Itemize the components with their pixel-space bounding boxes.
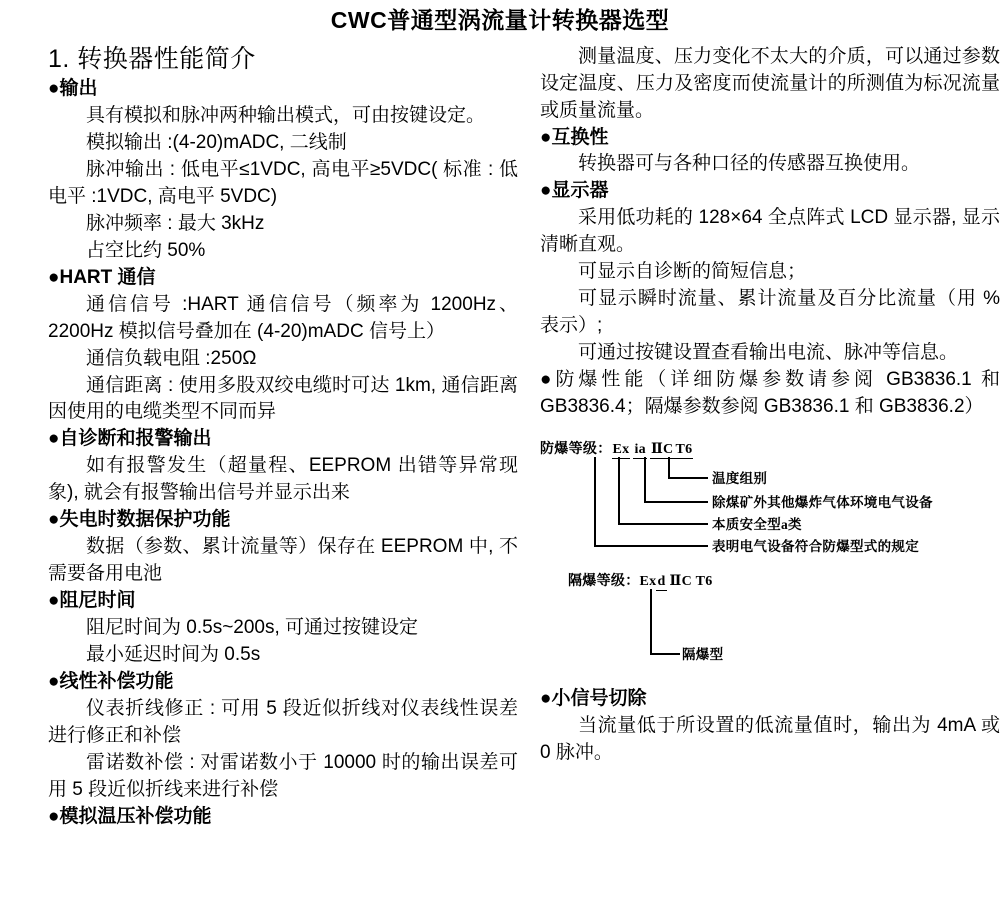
bullet-heading-temp-pressure-compensation: ●模拟温压补偿功能 [48, 806, 212, 827]
diagram-1-label: 防爆等级： [540, 442, 612, 458]
leader-hline-temperature-class [668, 477, 708, 479]
page-title: CWC普通型涡流量计转换器选型 [330, 7, 670, 33]
bullet-heading-output: ●输出 [48, 77, 98, 99]
paragraph-minimum-delay: 最小延迟时间为 0.5s [86, 644, 261, 666]
paragraph-reynolds-compensation: 雷诺数补偿 : 对雷诺数小于 10000 时的输出误差可用 5 段近似折线来进行补偿 [48, 752, 518, 801]
diagram-1-code-segment-iic: ⅡC [650, 442, 674, 458]
bullet-heading-damping-time: ●阻尼时间 [48, 590, 136, 612]
bullet-heading-self-diagnosis-alarm: ●自诊断和报警输出 [48, 428, 212, 450]
bullet-heading-explosion-proof: ●防爆性能（详细防爆参数请参阅 GB3836.1 和 GB3836.4；隔爆参数参阅 GB3836.1 和 GB3836.2） [540, 369, 1000, 418]
bullet-heading-power-loss-data-protection: ●失电时数据保护功能 [48, 509, 231, 531]
leader-vline-flameproof-type [650, 589, 652, 655]
diagram-2-code-segment-d: d [657, 574, 666, 590]
paragraph-hart-load-resistance: 通信负载电阻 :250Ω [86, 347, 257, 369]
paragraph-polyline-correction: 仪表折线修正 : 可用 5 段近似折线对仪表线性误差进行修正和补偿 [48, 698, 518, 747]
paragraph-eeprom-storage: 数据（参数、累计流量等）保存在 EEPROM 中, 不需要备用电池 [48, 536, 518, 585]
bullet-heading-linear-compensation: ●线性补偿功能 [48, 671, 174, 693]
diagram-1-code-segment-t6: T6 [675, 442, 693, 458]
bullet-heading-interchangeability: ●互换性 [540, 126, 609, 148]
paragraph-alarm-behavior: 如有报警发生（超量程、EEPROM 出错等异常现象), 就会有报警输出信号并显示出来 [48, 455, 518, 504]
diagram-1-code-segment-ia: ia [634, 442, 646, 458]
diagram-2-code-prefix: Ex [639, 574, 657, 590]
annotation-ex-marking: 表明电气设备符合防爆型式的规定 [712, 539, 919, 555]
paragraph-pulse-frequency: 脉冲频率 : 最大 3kHz [86, 212, 265, 234]
diagram-1-code-segment-ex: Ex [612, 442, 630, 458]
diagram-2-label: 隔爆等级： [568, 574, 640, 590]
leader-vline-gas-group [644, 457, 646, 503]
diagram-1-header [540, 443, 693, 457]
left-column [48, 44, 518, 831]
leader-vline-temperature-class [668, 457, 670, 479]
paragraph-explosion-proof-standards [540, 367, 1000, 421]
annotation-gas-group: 除煤矿外其他爆炸气体环境电气设备 [712, 495, 933, 511]
paragraph-key-settings: 可通过按键设置查看输出电流、脉冲等信息。 [578, 342, 959, 364]
bullet-heading-low-flow-cutoff: ●小信号切除 [540, 688, 647, 710]
paragraph-low-flow-cutoff-detail: 当流量低于所设置的低流量值时，输出为 4mA 或 0 脉冲。 [540, 715, 1000, 764]
paragraph-damping-range: 阻尼时间为 0.5s~200s, 可通过按键设定 [86, 617, 419, 639]
paragraph-duty-cycle: 占空比约 50% [86, 239, 206, 261]
diagram-2-code-suffix: ⅡC T6 [669, 574, 713, 590]
diagram-flameproof-rating [540, 571, 1000, 686]
paragraph-pulse-output: 脉冲输出 : 低电平≤1VDC, 高电平≥5VDC( 标准 : 低电平 :1VDC, 高电平 5VDC) [48, 158, 518, 207]
paragraph-diagnostic-message: 可显示自诊断的简短信息； [578, 261, 807, 283]
leader-vline-intrinsic-safety-type [618, 457, 620, 525]
document-body [0, 44, 1000, 831]
leader-hline-ex-marking [594, 545, 708, 547]
leader-vline-ex-marking [594, 457, 596, 547]
leader-hline-intrinsic-safety-type [618, 523, 708, 525]
paragraph-medium-measurement: 测量温度、压力变化不太大的介质，可以通过参数设定温度、压力及密度而使流量计的所测值为标况流量或质量流量。 [540, 45, 1000, 121]
paragraph-analog-output: 模拟输出 :(4-20)mADC, 二线制 [86, 131, 347, 153]
annotation-temperature-class: 温度组别 [712, 471, 768, 487]
diagram-2-header [568, 575, 713, 589]
section-heading-converter-performance: 1. 转换器性能简介 [48, 44, 256, 73]
annotation-intrinsic-safety-type-text: 本质安全型a类 [712, 517, 802, 533]
paragraph-interchangeability-detail: 转换器可与各种口径的传感器互换使用。 [578, 153, 921, 175]
right-column [540, 44, 1000, 767]
annotation-intrinsic-safety-type [712, 518, 802, 532]
paragraph-output-modes: 具有模拟和脉冲两种输出模式，可由按键设定。 [86, 104, 486, 126]
paragraph-lcd-spec: 采用低功耗的 128×64 全点阵式 LCD 显示器, 显示清晰直观。 [540, 207, 1000, 256]
paragraph-flow-display: 可显示瞬时流量、累计流量及百分比流量（用 % 表示）; [540, 288, 1000, 337]
bullet-heading-display: ●显示器 [540, 180, 609, 202]
leader-hline-gas-group [644, 501, 708, 503]
leader-hline-flameproof-type [650, 653, 680, 655]
paragraph-hart-distance: 通信距离 : 使用多股双绞电缆时可达 1km, 通信距离因使用的电缆类型不同而异 [48, 374, 518, 423]
bullet-heading-hart-communication: ●HART 通信 [48, 266, 156, 288]
diagram-intrinsic-safety-rating [540, 439, 1000, 557]
paragraph-hart-signal: 通信信号 :HART 通信信号（频率为 1200Hz、2200Hz 模拟信号叠加在 (4-20)mADC 信号上） [48, 293, 518, 342]
annotation-flameproof-type: 隔爆型 [682, 647, 724, 663]
